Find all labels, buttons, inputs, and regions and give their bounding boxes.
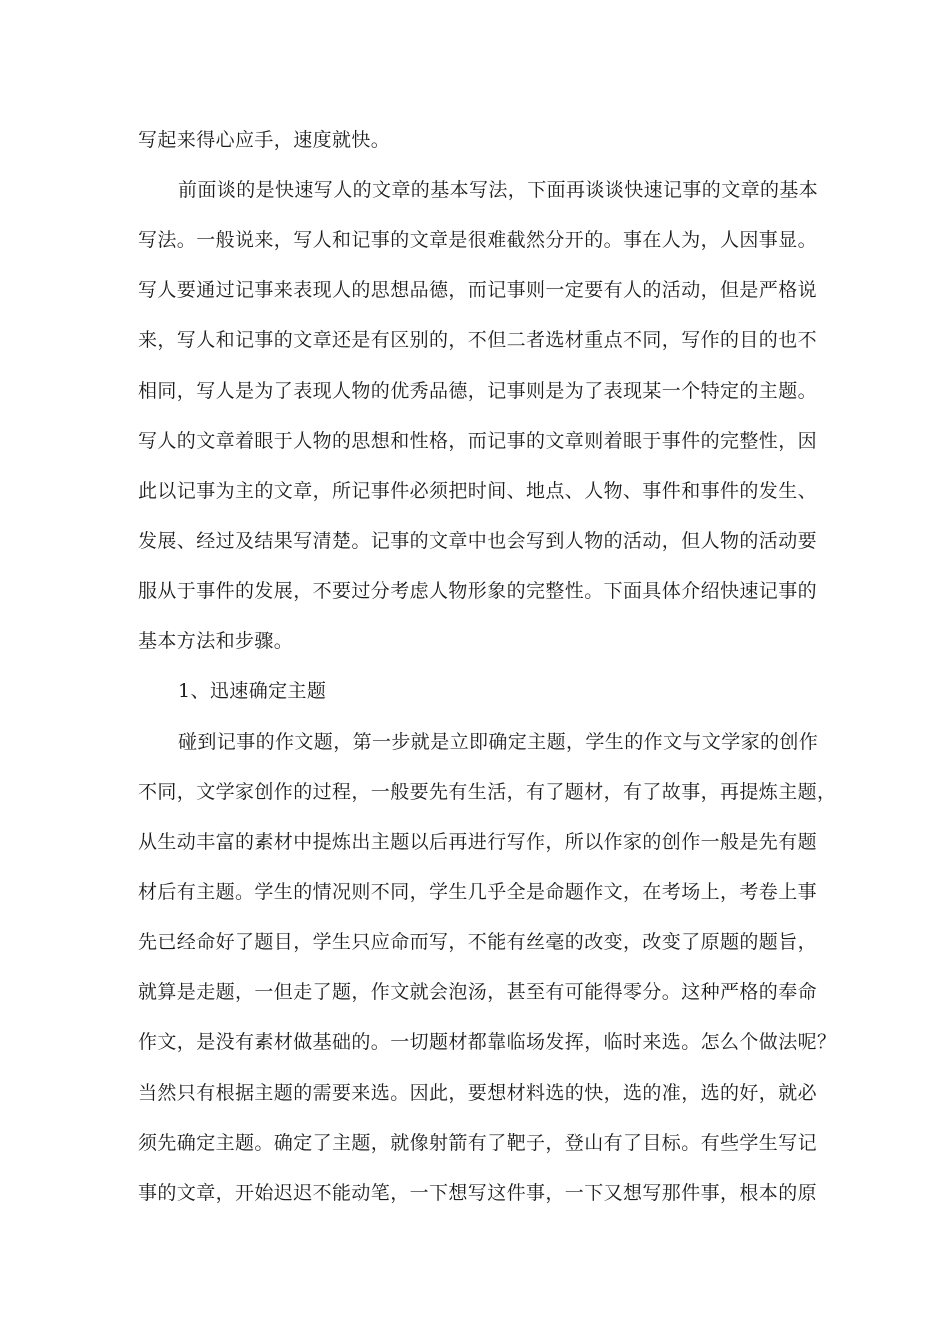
text-line: 须先确定主题。确定了主题，就像射箭有了靶子，登山有了目标。有些学生写记	[138, 1132, 818, 1154]
text-line: 写法。一般说来，写人和记事的文章是很难截然分开的。事在人为，人因事显。	[138, 229, 818, 251]
text-line: 当然只有根据主题的需要来选。因此，要想材料选的快，选的准，选的好，就必	[138, 1082, 818, 1104]
text-line: 就算是走题，一但走了题，作文就会泡汤，甚至有可能得零分。这种严格的奉命	[138, 981, 818, 1003]
text-line: 写人要通过记事来表现人的思想品德，而记事则一定要有人的活动，但是严格说	[138, 279, 818, 301]
text-line: 基本方法和步骤。	[138, 630, 294, 652]
text-line: 写起来得心应手，速度就快。	[138, 129, 391, 151]
text-line: 相同，写人是为了表现人物的优秀品德，记事则是为了表现某一个特定的主题。	[138, 380, 818, 402]
text-line: 材后有主题。学生的情况则不同，学生几乎全是命题作文，在考场上，考卷上事	[138, 881, 818, 903]
section-heading: 1、迅速确定主题	[178, 680, 327, 702]
text-line: 前面谈的是快速写人的文章的基本写法，下面再谈谈快速记事的文章的基本	[178, 179, 819, 201]
text-line: 写人的文章着眼于人物的思想和性格，而记事的文章则着眼于事件的完整性，因	[138, 430, 818, 452]
text-line: 发展、经过及结果写清楚。记事的文章中也会写到人物的活动，但人物的活动要	[138, 530, 818, 552]
text-line: 不同，文学家创作的过程，一般要先有生活，有了题材，有了故事，再提炼主题，	[138, 781, 837, 803]
text-line: 事的文章，开始迟迟不能动笔，一下想写这件事，一下又想写那件事，根本的原	[138, 1182, 818, 1204]
text-line: 来，写人和记事的文章还是有区别的，不但二者选材重点不同，写作的目的也不	[138, 329, 818, 351]
text-line: 碰到记事的作文题，第一步就是立即确定主题，学生的作文与文学家的创作	[178, 731, 819, 753]
text-line: 从生动丰富的素材中提炼出主题以后再进行写作，所以作家的创作一般是先有题	[138, 831, 818, 853]
text-line: 作文，是没有素材做基础的。一切题材都靠临场发挥，临时来选。怎么个做法呢？	[138, 1031, 837, 1053]
text-line: 服从于事件的发展，不要过分考虑人物形象的完整性。下面具体介绍快速记事的	[138, 580, 818, 602]
text-line: 先已经命好了题目，学生只应命而写，不能有丝毫的改变，改变了原题的题旨，	[138, 931, 818, 953]
text-line: 此以记事为主的文章，所记事件必须把时间、地点、人物、事件和事件的发生、	[138, 480, 818, 502]
